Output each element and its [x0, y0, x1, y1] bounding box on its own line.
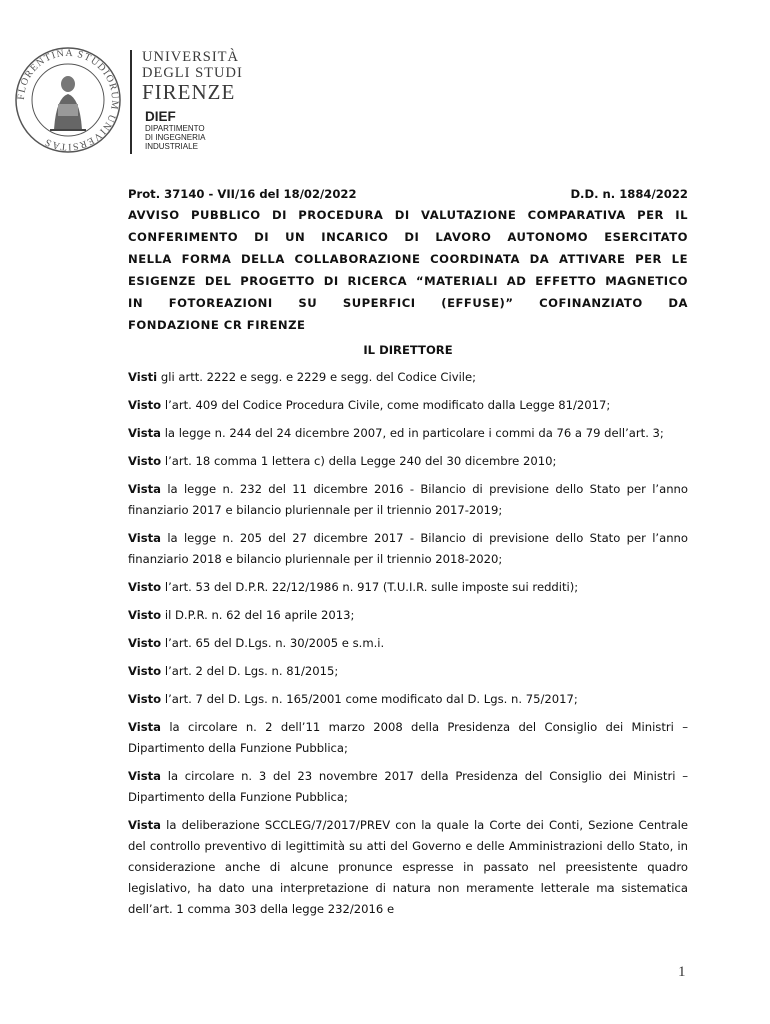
decree-number: D.D. n. 1884/2022	[570, 187, 688, 201]
paragraph-text: la circolare n. 3 del 23 novembre 2017 della Presidenza del Consiglio dei Ministri – Dipartimento della Funzione Pubblica;	[128, 769, 688, 804]
paragraph	[128, 605, 688, 626]
paragraph-lead: Vista	[128, 426, 162, 440]
letterhead-divider	[130, 50, 132, 154]
paragraph	[128, 661, 688, 682]
protocol-line	[128, 184, 688, 204]
paragraph	[128, 367, 688, 388]
university-name-line3: FIRENZE	[142, 80, 236, 104]
paragraph-lead: Vista	[128, 769, 162, 783]
paragraph	[128, 633, 688, 654]
paragraph	[128, 395, 688, 416]
university-name-line1: UNIVERSITÀ	[142, 49, 239, 65]
paragraph	[128, 766, 688, 808]
paragraph-text: la deliberazione SCCLEG/7/2017/PREV con la quale la Corte dei Conti, Sezione Centrale del controllo preventivo di legittimità su atti del Governo e delle Amministrazioni dello Stato, in considerazione anche di alcune pronunce espresse in passato nel preesistente quadro legislativo, ha dato una interpretazione di natura non meramente letterale ma sistematica dell’art. 1 comma 303 della legge 232/2016 e	[128, 818, 688, 916]
paragraph-lead: Visto	[128, 692, 162, 706]
paragraph	[128, 528, 688, 570]
paragraph-lead: Visto	[128, 608, 162, 622]
title-line: AVVISO PUBBLICO DI PROCEDURA DI VALUTAZIONE COMPARATIVA PER IL	[128, 208, 688, 222]
title-line: NELLA FORMA DELLA COLLABORAZIONE COORDINATA DA ATTIVARE PER LE	[128, 252, 688, 266]
title-line: CONFERIMENTO DI UN INCARICO DI LAVORO AUTONOMO ESERCITATO	[128, 230, 688, 244]
paragraph-lead: Vista	[128, 818, 162, 832]
page-number: 1	[678, 964, 686, 980]
department-abbreviation: DIEF	[145, 109, 176, 124]
department-line2: DI INGEGNERIA	[145, 133, 206, 142]
department-line1: DIPARTIMENTO	[145, 124, 205, 133]
university-name	[142, 50, 243, 103]
paragraph-lead: Visto	[128, 664, 162, 678]
paragraph-lead: Visto	[128, 454, 162, 468]
paragraph-text: la legge n. 232 del 11 dicembre 2016 - Bilancio di previsione dello Stato per l’anno finanziario 2017 e bilancio pluriennale per il triennio 2017-2019;	[128, 482, 688, 517]
paragraph-lead: Visto	[128, 636, 162, 650]
paragraph-text: l’art. 65 del D.Lgs. n. 30/2005 e s.m.i.	[161, 636, 385, 650]
paragraph-lead: Visto	[128, 398, 162, 412]
title-line: ESIGENZE DEL PROGETTO DI RICERCA “MATERIALI AD EFFETTO MAGNETICO	[128, 274, 688, 288]
paragraph-text: gli artt. 2222 e segg. e 2229 e segg. del Codice Civile;	[157, 370, 477, 384]
paragraph-text: la circolare n. 2 dell’11 marzo 2008 della Presidenza del Consiglio dei Ministri – Dipartimento della Funzione Pubblica;	[128, 720, 688, 755]
university-name-line2: DEGLI STUDI	[142, 65, 243, 81]
department-block	[145, 110, 205, 151]
paragraph	[128, 689, 688, 710]
paragraph-lead: Vista	[128, 482, 162, 496]
paragraph	[128, 815, 688, 920]
paragraph-text: la legge n. 205 del 27 dicembre 2017 - Bilancio di previsione dello Stato per l’anno finanziario 2018 e bilancio pluriennale per il triennio 2018-2020;	[128, 531, 688, 566]
paragraph	[128, 423, 688, 444]
paragraph-text: la legge n. 244 del 24 dicembre 2007, ed in particolare i commi da 76 a 79 dell’art. 3;	[161, 426, 664, 440]
paragraph-text: l’art. 53 del D.P.R. 22/12/1986 n. 917 (T.U.I.R. sulle imposte sui redditi);	[161, 580, 579, 594]
department-line3: INDUSTRIALE	[145, 142, 198, 151]
paragraph	[128, 451, 688, 472]
paragraph-text: l’art. 7 del D. Lgs. n. 165/2001 come modificato dal D. Lgs. n. 75/2017;	[161, 692, 578, 706]
document-title	[128, 204, 688, 336]
paragraph	[128, 717, 688, 759]
paragraph	[128, 577, 688, 598]
paragraph	[128, 479, 688, 521]
paragraph-text: l’art. 18 comma 1 lettera c) della Legge 240 del 30 dicembre 2010;	[161, 454, 557, 468]
protocol-number: Prot. 37140 - VII/16 del 18/02/2022	[128, 187, 357, 201]
university-seal-logo	[14, 46, 122, 154]
paragraph-lead: Visti	[128, 370, 158, 384]
paragraph-text: il D.P.R. n. 62 del 16 aprile 2013;	[161, 608, 355, 622]
letterhead	[14, 42, 414, 162]
document-body	[128, 184, 688, 920]
paragraph-lead: Vista	[128, 720, 162, 734]
paragraph-lead: Visto	[128, 580, 162, 594]
paragraph-lead: Vista	[128, 531, 162, 545]
paragraph-text: l’art. 2 del D. Lgs. n. 81/2015;	[161, 664, 339, 678]
section-heading: IL DIRETTORE	[363, 343, 453, 357]
title-line: IN FOTOREAZIONI SU SUPERFICI (EFFUSE)” COFINANZIATO DA	[128, 296, 688, 310]
svg-text:FLORENTINA STUDIORUM UNIVERSIT: FLORENTINA STUDIORUM UNIVERSITAS	[15, 47, 121, 153]
title-line: FONDAZIONE CR FIRENZE	[128, 318, 306, 332]
paragraph-text: l’art. 409 del Codice Procedura Civile, come modificato dalla Legge 81/2017;	[161, 398, 611, 412]
